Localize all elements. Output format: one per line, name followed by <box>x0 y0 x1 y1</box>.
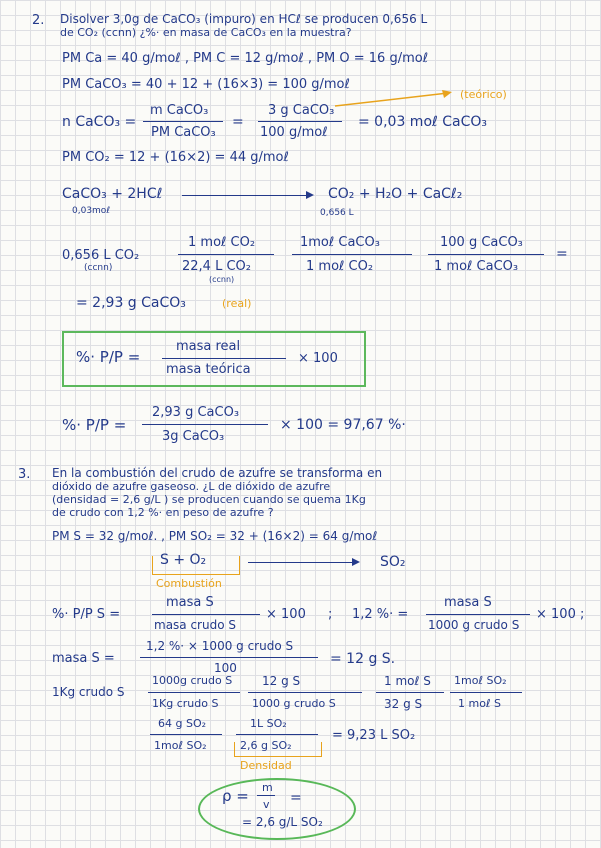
factor-1-denominator-sub: (ccnn) <box>209 275 235 284</box>
masa-numerator: 1,2 %· × 1000 g crudo S <box>146 639 294 653</box>
pct2-numerator: masa S <box>444 595 492 610</box>
reaction-3-right: SO₂ <box>380 554 406 570</box>
pct2-denominator: 1000 g crudo S <box>428 618 520 632</box>
n-fraction-bar <box>143 121 223 122</box>
n-equals: = <box>232 114 244 130</box>
molar-mass-co2: PM CO₂ = 12 + (16×2) = 44 g/moℓ <box>62 150 289 165</box>
combustion-bracket <box>152 556 240 575</box>
c5-bar <box>150 734 222 735</box>
pct-s-numerator: masa S <box>166 595 214 610</box>
pct-numerator: 2,93 g CaCO₃ <box>152 405 240 420</box>
pct-fraction-bar <box>142 424 268 425</box>
c1-bar <box>148 692 240 693</box>
factor-3-numerator: 100 g CaCO₃ <box>440 235 523 250</box>
rho-equals: = <box>290 790 302 806</box>
c2-numerator: 12 g S <box>262 674 301 688</box>
c3-denominator: 32 g S <box>384 697 423 711</box>
masa-result: = 12 g S. <box>330 651 396 667</box>
c2-bar <box>248 692 362 693</box>
problem-2-number: 2. <box>32 13 45 28</box>
box-lhs: %· P/P = <box>76 348 141 366</box>
factor-3-denominator: 1 moℓ CaCO₃ <box>434 259 519 274</box>
n2-fraction-bar <box>258 121 342 122</box>
reaction-right: CO₂ + H₂O + CaCℓ₂ <box>328 186 463 202</box>
problem-3-statement-line-3: (densidad = 2,6 g/L ) se producen cuando se quema 1Kg <box>52 493 366 506</box>
c3-numerator: 1 moℓ S <box>384 674 431 688</box>
conv-start-sub: (ccnn) <box>84 263 113 273</box>
rho-bar <box>257 795 275 796</box>
conv-start: 0,656 L CO₂ <box>62 248 140 263</box>
pct-s-lhs: %· P/P S = <box>52 607 121 622</box>
n-fraction-numerator: m CaCO₃ <box>150 103 209 118</box>
n-fraction-denominator: PM CaCO₃ <box>151 125 216 140</box>
masa-bar <box>140 657 318 658</box>
rho-numerator: m <box>262 781 273 794</box>
c6-bar <box>236 734 318 735</box>
pct2-lhs: 1,2 %· = <box>352 607 409 622</box>
pct-s-bar <box>152 614 260 615</box>
densidad-bracket <box>234 739 322 757</box>
c6-denominator: 2,6 g SO₂ <box>240 739 292 752</box>
semicolon: ; <box>328 607 333 622</box>
pct-s-denominator: masa crudo S <box>154 618 236 632</box>
problem-3-statement-line-4: de crudo con 1,2 %· en peso de azufre ? <box>52 506 274 519</box>
c3-bar <box>376 692 444 693</box>
factor-1-numerator: 1 moℓ CO₂ <box>188 235 256 250</box>
under-caco3: 0,03moℓ <box>72 206 111 216</box>
box-fraction-bar <box>162 358 286 359</box>
factor-1-bar <box>178 254 274 255</box>
rho-lhs: ρ = <box>222 787 249 805</box>
box-denominator: masa teórica <box>166 362 251 377</box>
c5-numerator: 64 g SO₂ <box>158 717 207 730</box>
box-times: × 100 <box>298 351 338 366</box>
pct-lhs: %· P/P = <box>62 416 127 434</box>
factor-1-denominator: 22,4 L CO₂ <box>182 259 251 274</box>
n2-fraction-numerator: 3 g CaCO₃ <box>268 103 335 118</box>
reaction-3-left: S + O₂ <box>160 552 207 568</box>
c4-denominator: 1 moℓ S <box>458 697 501 710</box>
c5-denominator: 1moℓ SO₂ <box>154 739 207 752</box>
reaction-3-arrow-icon <box>248 562 358 563</box>
pct-s-times: × 100 <box>266 607 306 622</box>
rho-denominator: v <box>263 798 270 811</box>
molar-mass-caco3: PM CaCO₃ = 40 + 12 + (16×3) = 100 g/moℓ <box>62 77 350 92</box>
pct2-bar <box>426 614 530 615</box>
pct-result: × 100 = 97,67 %· <box>280 417 406 433</box>
factor-2-denominator: 1 moℓ CO₂ <box>306 259 374 274</box>
under-co2: 0,656 L <box>320 208 354 218</box>
conv3-result: = 9,23 L SO₂ <box>332 728 416 743</box>
c4-bar <box>450 692 522 693</box>
factor-3-bar <box>428 254 544 255</box>
teorico-arrow-icon <box>330 88 460 110</box>
box-numerator: masa real <box>176 339 241 354</box>
conv-equals: = <box>556 246 568 262</box>
molar-mass-s: PM S = 32 g/moℓ. , PM SO₂ = 32 + (16×2) = 64 g/moℓ <box>52 529 378 543</box>
masa-lhs: masa S = <box>52 651 115 666</box>
problem-3-statement-line-2: dióxido de azufre gaseoso. ¿L de dióxido de azufre <box>52 480 331 493</box>
problem-3-number: 3. <box>18 467 31 482</box>
n-caco3-lhs: n CaCO₃ = <box>62 114 137 130</box>
reaction-left: CaCO₃ + 2HCℓ <box>62 186 163 202</box>
rho-result: = 2,6 g/L SO₂ <box>242 815 323 829</box>
problem-2-statement-line-2: de CO₂ (ccnn) ¿%· en masa de CaCO₃ en la muestra? <box>60 26 352 39</box>
pct-denominator: 3g CaCO₃ <box>162 429 225 444</box>
factor-2-bar <box>292 254 412 255</box>
reaction-arrow-icon <box>182 195 312 196</box>
masa-denominator: 100 <box>214 661 237 675</box>
c4-numerator: 1moℓ SO₂ <box>454 674 507 687</box>
problem-2-statement-line-1: Disolver 3,0g de CaCO₃ (impuro) en HCℓ se producen 0,656 L <box>60 12 428 26</box>
c1-denominator: 1Kg crudo S <box>152 697 219 710</box>
c6-numerator: 1L SO₂ <box>250 717 287 730</box>
factor-2-numerator: 1moℓ CaCO₃ <box>300 235 380 250</box>
c2-denominator: 1000 g crudo S <box>252 697 336 710</box>
n-result: = 0,03 moℓ CaCO₃ <box>358 114 488 130</box>
problem-3-statement-line-1: En la combustión del crudo de azufre se transforma en <box>52 466 383 480</box>
molar-mass-line: PM Ca = 40 g/moℓ , PM C = 12 g/moℓ , PM O = 16 g/moℓ <box>62 51 429 66</box>
real-label: (real) <box>222 297 252 310</box>
combustion-label: Combustión <box>156 577 222 590</box>
densidad-label: Densidad <box>240 759 292 772</box>
conv-result: = 2,93 g CaCO₃ <box>76 295 186 311</box>
c1-numerator: 1000g crudo S <box>152 674 233 687</box>
pct2-times: × 100 ; <box>536 607 585 622</box>
n2-fraction-denominator: 100 g/moℓ <box>260 125 328 140</box>
conv3-start: 1Kg crudo S <box>52 685 125 699</box>
teorico-label: (teórico) <box>460 88 507 101</box>
